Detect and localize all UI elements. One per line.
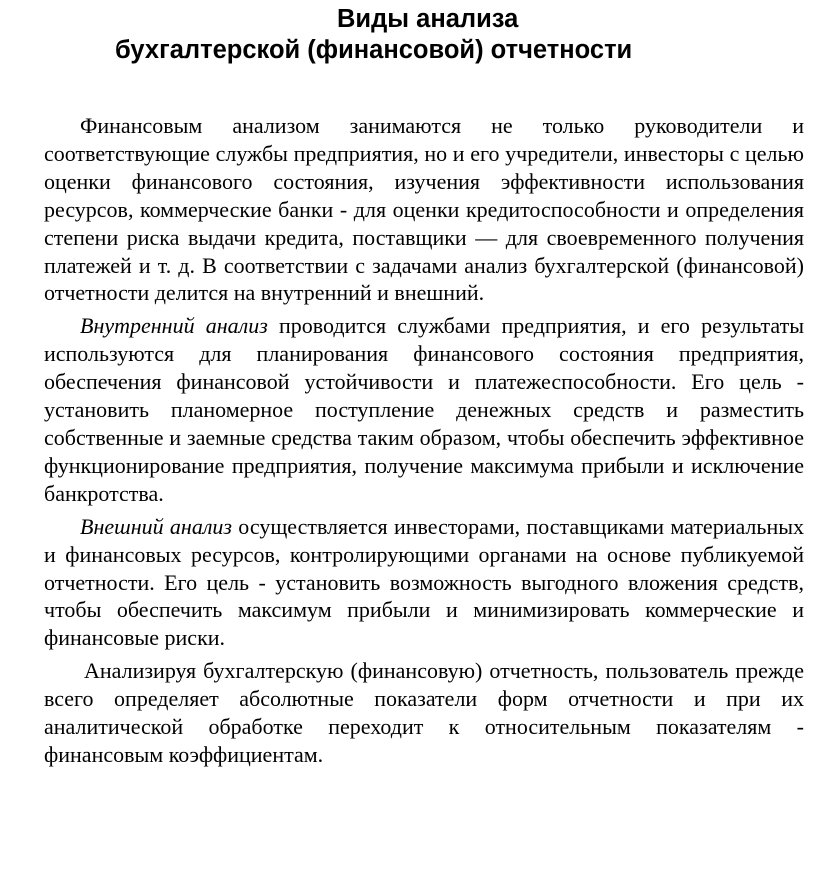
title-line-1: Виды анализа [337,5,519,33]
paragraph-internal-analysis [44,312,804,507]
paragraph-conclusion: Анализируя бухгалтерскую (финансовую) отчетность, пользователь прежде всего определяет абсолютные показатели форм отчетности и при их аналитической обработке переходит к относительным показателям - финансовым коэффициентам. [44,658,804,767]
page-title [0,4,816,66]
paragraph-intro: Финансовым анализом занимаются не только руководители и соответствующие службы предприятия, но и его учредители, инвесторы с целью оценки финансового состояния, изучения эффективности использования ресурсов, коммерческие банки - для оценки кредитоспособности и определения степени риска выдачи кредита, поставщики — для своевременного получения платежей и т. д. В соответствии с задачами анализ бухгалтерской (финансовой) отчетности делится на внутренний и внешний. [44,113,804,306]
term-internal-analysis: Внутренний анализ [80,313,268,339]
title-line-2: бухгалтерской (финансовой) отчетности [115,36,633,64]
paragraph-external-text: осуществляется инвесторами, поставщиками материальных и финансовых ресурсов, контролирующими органами на основе публикуемой отчетности. Его цель - установить возможность выгодного вложения средств, чтобы обеспечить максимум прибыли и минимизировать коммерческие и финансовые риски. [44,513,804,651]
document-body [44,112,804,774]
paragraph-internal-text: проводится службами предприятия, и его результаты используются для планирования финансового состояния предприятия, обеспечения финансовой устойчивости и платежеспособности. Его цель - установить планомерное поступление денежных средств и разместить собственные и заемные средства таким образом, чтобы обеспечить эффективное функционирование предприятия, получение максимума прибыли и исключение банкротства. [44,313,805,506]
paragraph-external-analysis [44,513,804,653]
term-external-analysis: Внешний анализ [80,513,233,539]
